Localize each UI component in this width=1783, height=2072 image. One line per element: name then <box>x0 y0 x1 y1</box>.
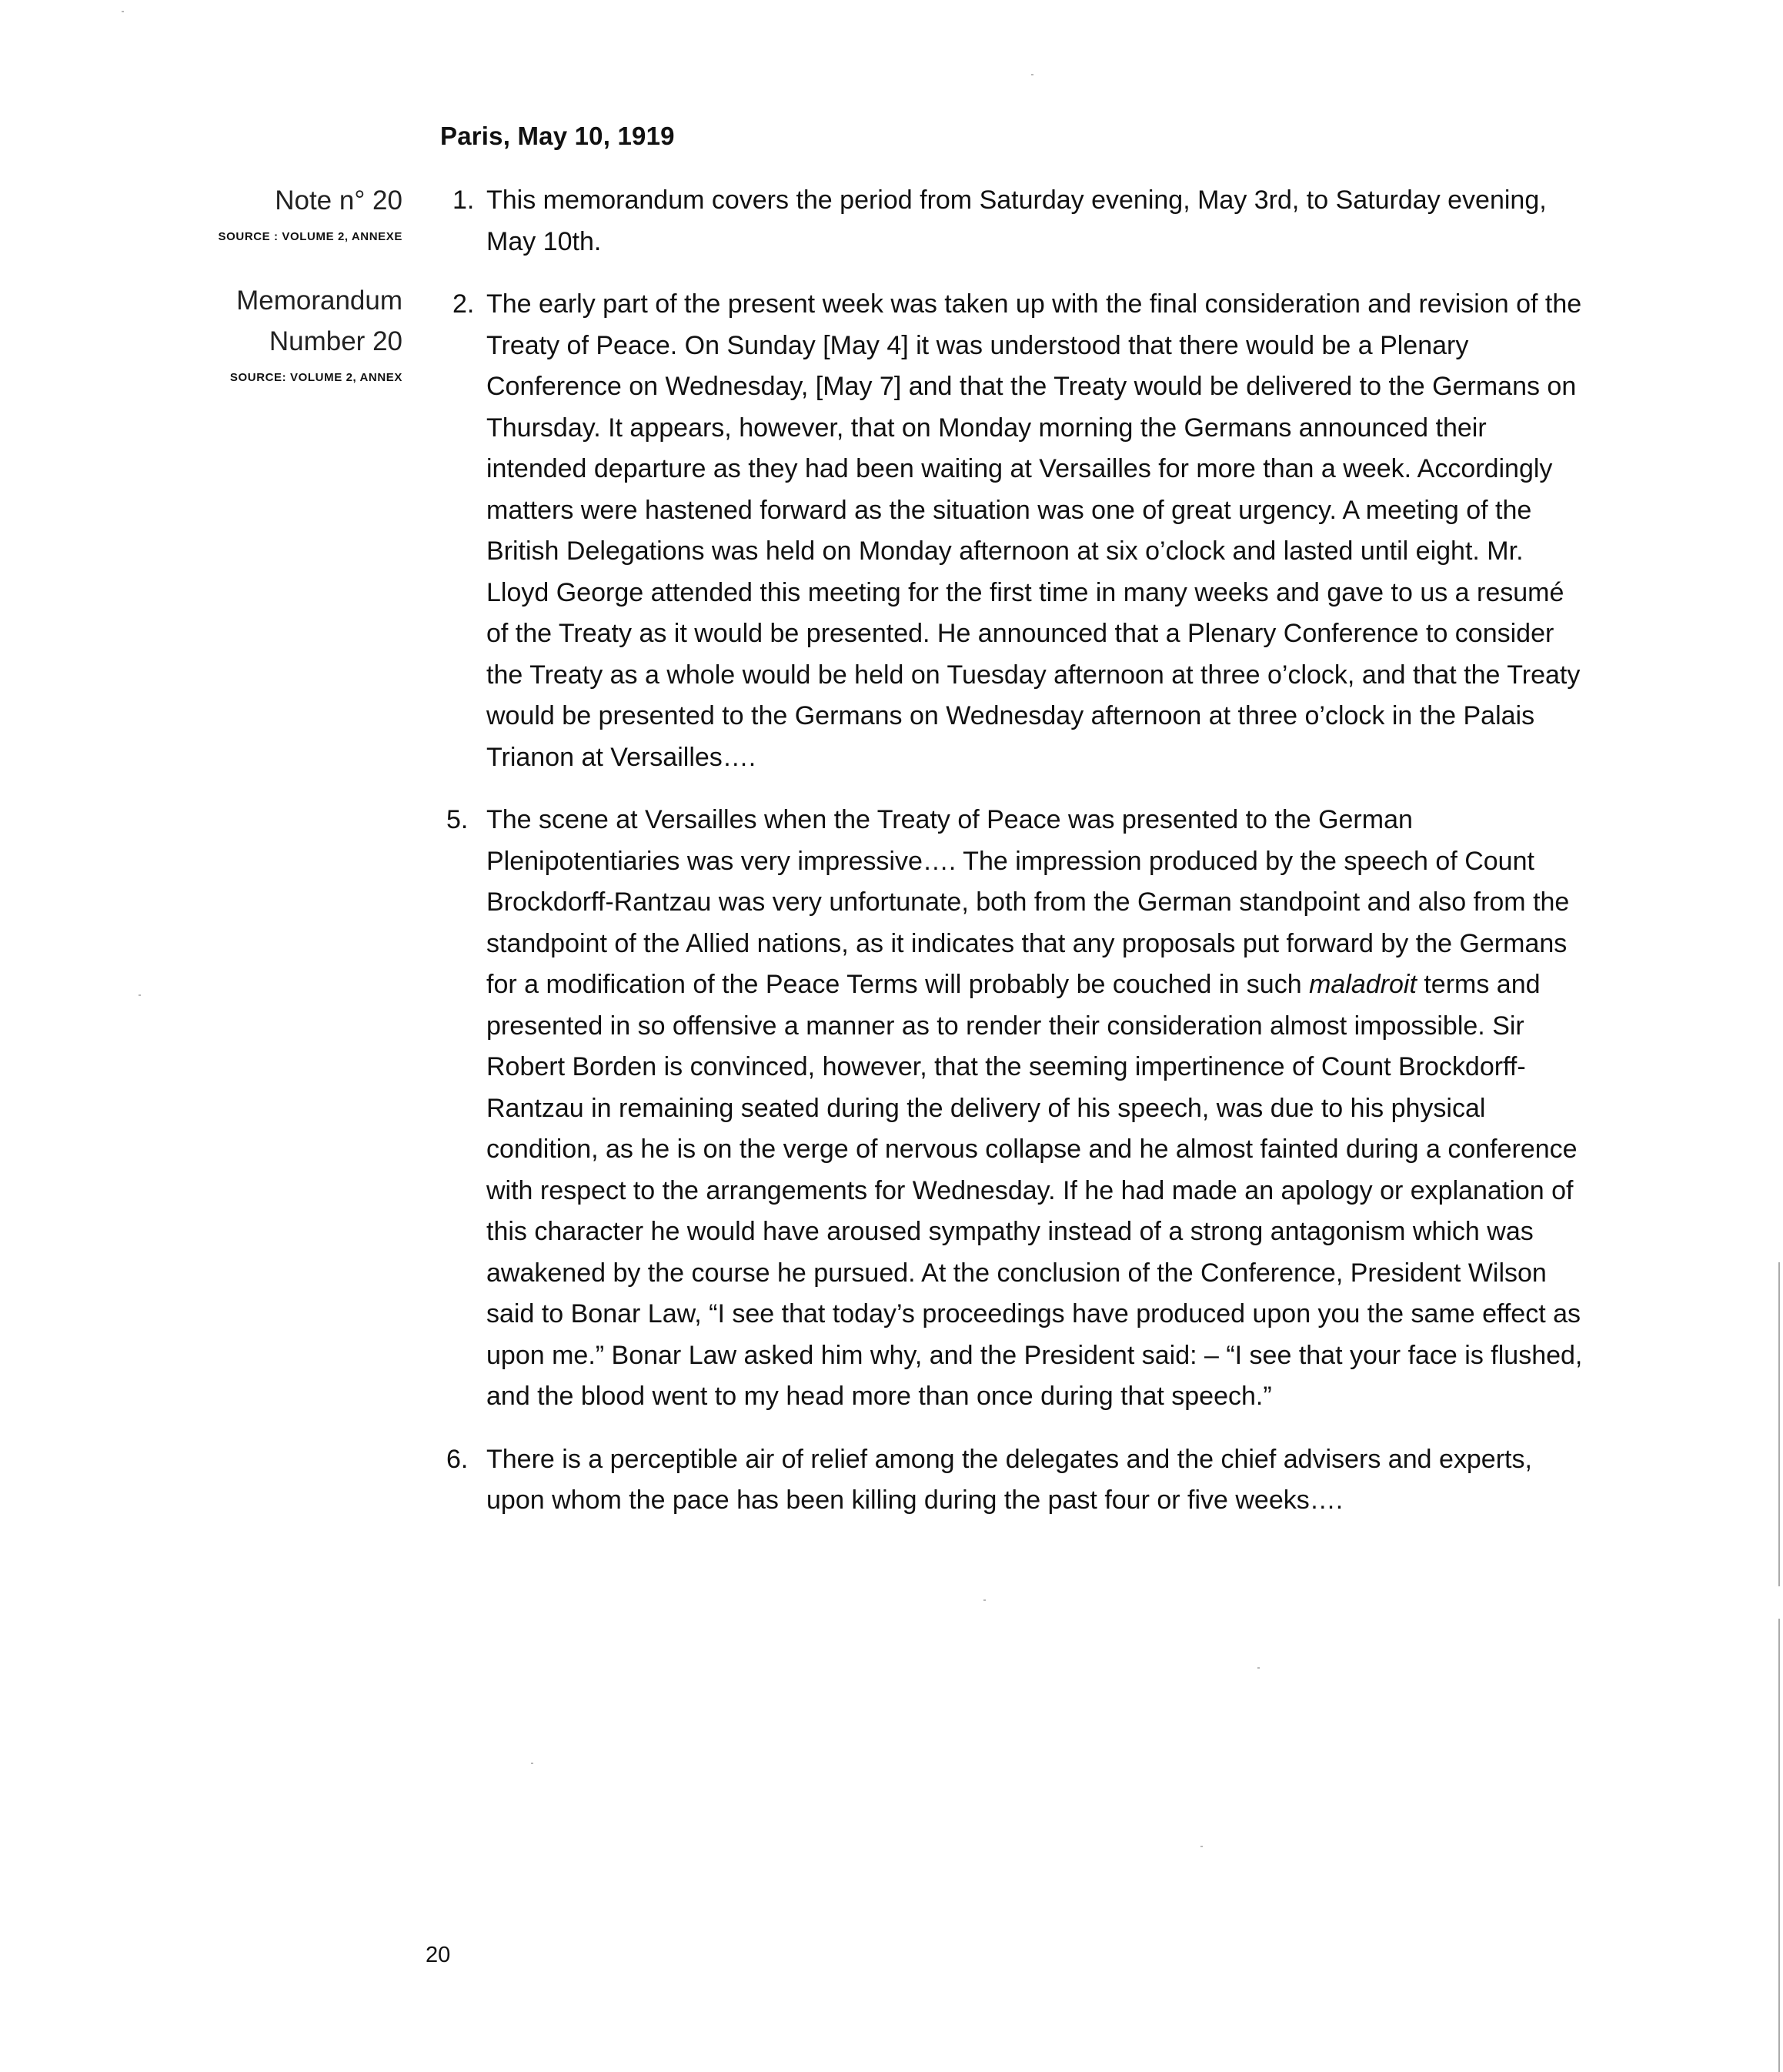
scan-edge-line <box>1778 1262 1780 2072</box>
margin-note-title-line-2: Number 20 <box>269 326 402 356</box>
paragraph-5 <box>446 800 1585 1418</box>
paragraph-text-part-2: terms and presented in so offensive a manner as to render their consideration almost impossible. Sir Robert Borden is convinced, however, that the seeming impertinence of Count Brockdorff-Rantzau in remaining seated during the delivery of his speech, was due to his physical condition, as he is on the verge of nervous collapse and he almost fainted during a conference with respect to the arrangements for Wednesday. If he had made an apology or explanation of this character he would have aroused sympathy instead of a strong antagonism which was awakened by the course he pursued. At the conclusion of the Conference, President Wilson said to Bonar Law, “I see that today’s proceedings have produced upon you the same effect as upon me.” Bonar Law asked him why, and the President said: – “I see that your face is flushed, and the blood went to my head more than once during that speech.” <box>486 970 1583 1411</box>
paragraph-number: 5. <box>446 805 469 834</box>
paragraph-6 <box>446 1439 1585 1522</box>
paragraph-number: 6. <box>446 1444 469 1474</box>
paragraph-number: 2. <box>452 289 475 319</box>
paragraph-text: This memorandum covers the period from Saturday evening, May 3rd, to Saturday evening, May 10th. <box>486 185 1547 256</box>
scan-speck <box>122 11 124 12</box>
scan-speck <box>139 994 141 996</box>
paragraph-2 <box>446 284 1585 778</box>
page-number: 20 <box>426 1943 451 1967</box>
scan-speck <box>1257 1667 1260 1669</box>
paragraph-text: There is a perceptible air of relief among the delegates and the chief advisers and experts, upon whom the pace has been killing during the past four or five weeks…. <box>486 1444 1532 1515</box>
margin-note-source: SOURCE : VOLUME 2, ANNEXE <box>218 230 402 243</box>
scan-speck <box>983 1599 986 1601</box>
memorandum-paragraphs <box>446 180 1585 1543</box>
scan-speck <box>1031 74 1033 75</box>
margin-note-source: SOURCE: VOLUME 2, ANNEX <box>229 371 402 384</box>
margin-note-title-line-1: Memorandum <box>236 286 402 316</box>
paragraph-text <box>486 805 1582 1411</box>
paragraph-number: 1. <box>452 185 475 215</box>
paragraph-text-part-1: The scene at Versailles when the Treaty of Peace was presented to the German Plenipotentiaries was very impressive…. The impression produced by the speech of Count Brockdorff-Rantzau was very unfortunate, both from the German standpoint and also from the standpoint of the Allied nations, as it indicates that any proposals put forward by the Germans for a modification of the Peace Terms will probably be couched in such <box>486 805 1570 999</box>
margin-note-2 <box>230 280 402 386</box>
margin-note-title: Note n° 20 <box>275 185 402 216</box>
margin-note-1 <box>219 180 402 246</box>
italic-word: maladroit <box>1309 970 1417 999</box>
scan-speck <box>531 1763 533 1764</box>
date-heading: Paris, May 10, 1919 <box>440 122 675 150</box>
paragraph-1 <box>446 180 1585 262</box>
paragraph-text: The early part of the present week was taken up with the final consideration and revision of the Treaty of Peace. On Sunday [May 4] it was understood that there would be a Plenary Conference on Wednesday, [May 7] and that the Treaty would be delivered to the Germans on Thursday. It appears, however, that on Monday morning the Germans announced their intended departure as they had been waiting at Versailles for more than a week. Accordingly matters were hastened forward as the situation was one of great urgency. A meeting of the British Delegations was held on Monday afternoon at six o’clock and lasted until eight. Mr. Lloyd George attended this meeting for the first time in many weeks and gave to us a resumé of the Treaty as it would be presented. He announced that a Plenary Conference to consider the Treaty as a whole would be held on Tuesday afternoon at three o’clock, and that the Treaty would be presented to the Germans on Wednesday afternoon at three o’clock in the Palais Trianon at Versailles…. <box>486 289 1582 772</box>
scan-speck <box>1200 1846 1203 1847</box>
